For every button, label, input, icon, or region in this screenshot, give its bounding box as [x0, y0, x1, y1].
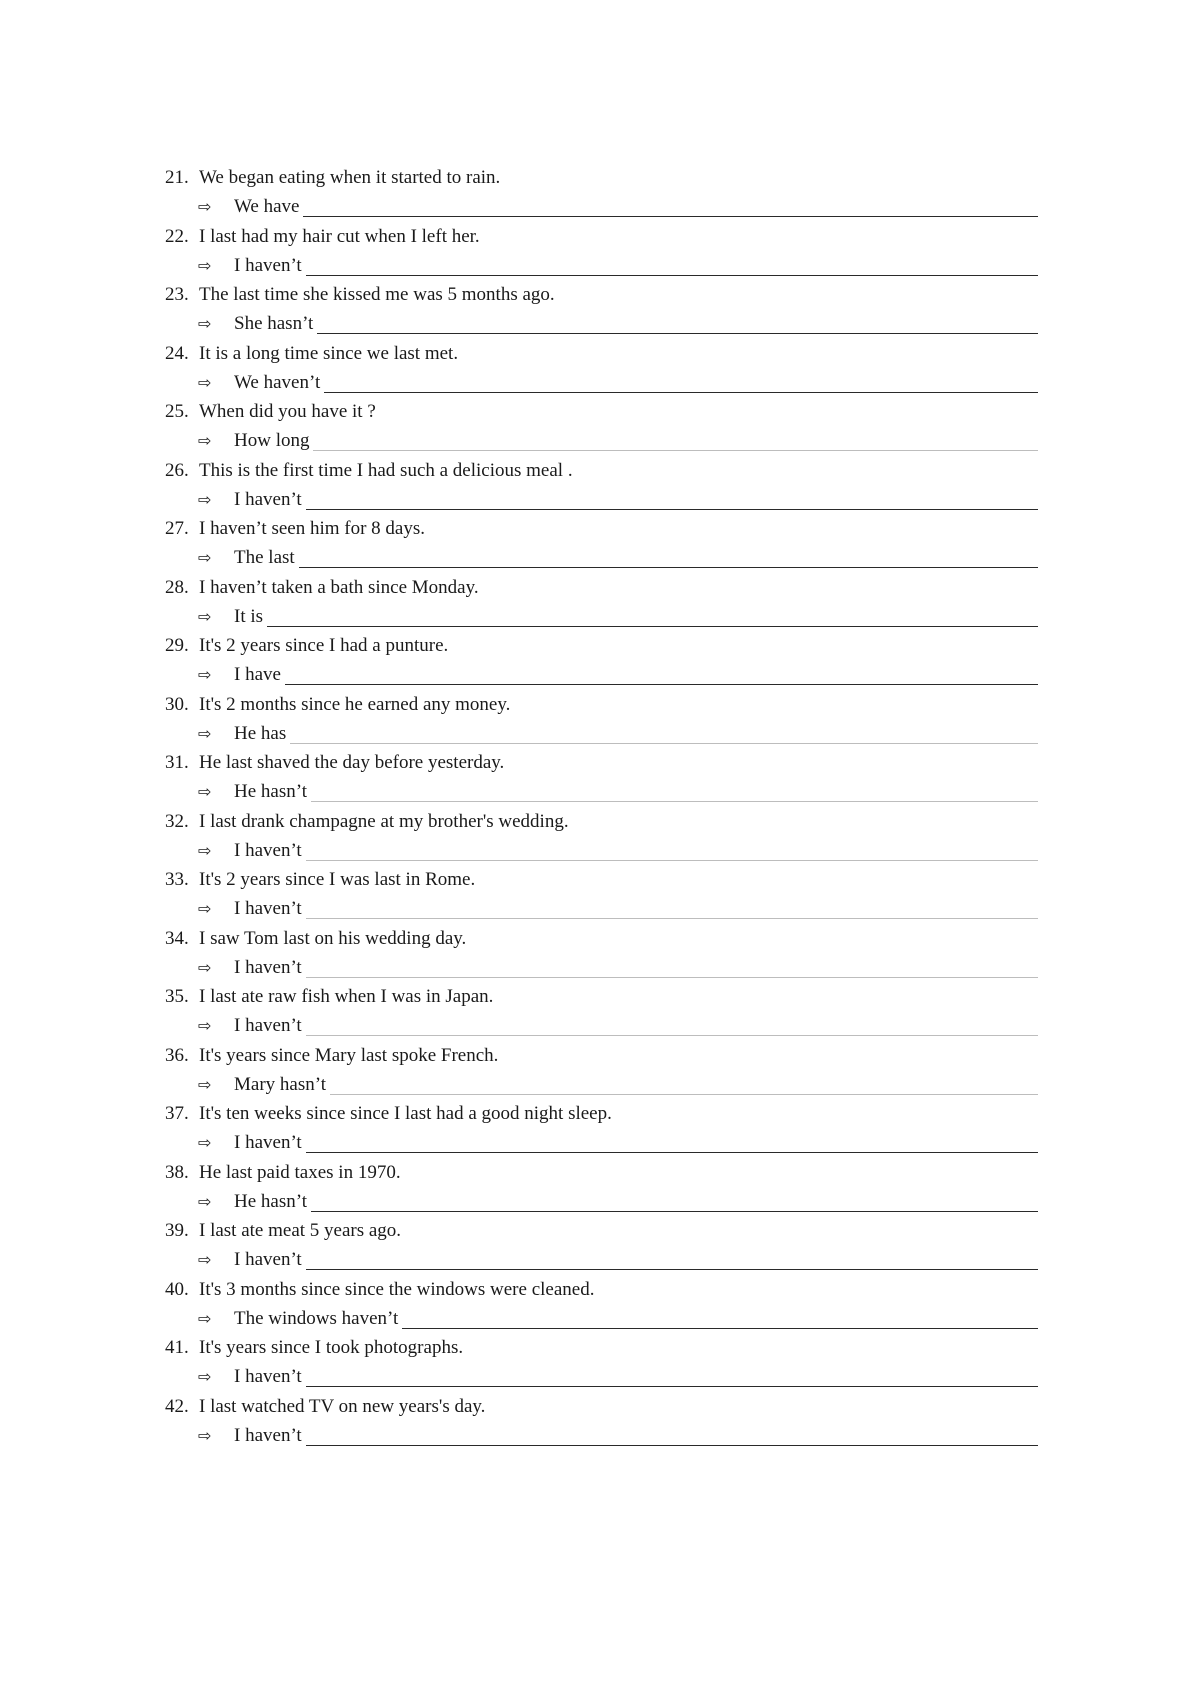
question-text: When did you have it ? — [199, 401, 376, 422]
arrow-icon: ⇨ — [198, 606, 212, 626]
question — [165, 459, 573, 483]
exercise-39 — [165, 1219, 1035, 1278]
question-number: 28. — [165, 576, 189, 598]
exercise-41 — [165, 1336, 1035, 1395]
answer-blank[interactable] — [306, 898, 1038, 919]
question-number: 23. — [165, 284, 189, 305]
answer-blank[interactable] — [303, 196, 1038, 217]
question-number: 37. — [165, 1103, 189, 1124]
exercise-37 — [165, 1102, 1035, 1161]
question-number: 39. — [165, 1220, 189, 1241]
arrow-icon: ⇨ — [198, 1133, 212, 1152]
arrow-icon: ⇨ — [198, 840, 212, 860]
answer-line — [198, 371, 1038, 395]
question — [165, 166, 500, 190]
question-text: We began eating when it started to rain. — [199, 167, 501, 188]
answer-start: I haven’t — [234, 488, 302, 510]
answer-blank[interactable] — [306, 1015, 1038, 1036]
answer-line — [198, 1307, 1038, 1331]
answer-line — [198, 722, 1038, 746]
answer-start: I haven’t — [234, 956, 302, 978]
question — [165, 517, 425, 541]
question-number: 26. — [165, 459, 189, 481]
arrow-icon: ⇨ — [198, 314, 212, 333]
arrow-icon: ⇨ — [198, 1016, 212, 1035]
answer-blank[interactable] — [306, 1249, 1038, 1270]
arrow-icon: ⇨ — [198, 431, 212, 450]
answer-blank[interactable] — [306, 957, 1038, 978]
question-number: 33. — [165, 869, 189, 890]
question — [165, 1044, 498, 1068]
arrow-icon: ⇨ — [198, 255, 212, 275]
answer-line — [198, 663, 1038, 687]
answer-blank[interactable] — [313, 430, 1038, 451]
exercise-40 — [165, 1278, 1035, 1337]
exercise-26 — [165, 459, 1035, 518]
answer-start: Mary hasn’t — [234, 1073, 326, 1095]
answer-start: The windows haven’t — [234, 1307, 399, 1329]
answer-line — [198, 839, 1038, 863]
answer-blank[interactable] — [306, 1132, 1038, 1153]
arrow-icon: ⇨ — [198, 372, 212, 392]
answer-start: He hasn’t — [234, 781, 307, 802]
answer-line — [198, 546, 1038, 570]
exercise-35 — [165, 985, 1035, 1044]
question — [165, 342, 458, 366]
question-number: 24. — [165, 342, 189, 364]
question-number: 32. — [165, 810, 189, 832]
arrow-icon: ⇨ — [198, 723, 212, 743]
answer-line — [198, 488, 1038, 512]
question-number: 30. — [165, 693, 189, 715]
exercise-22 — [165, 225, 1035, 284]
question-text: It's 2 years since I had a punture. — [199, 635, 449, 656]
answer-blank[interactable] — [330, 1074, 1038, 1095]
question — [165, 225, 480, 249]
question — [165, 400, 376, 424]
arrow-icon: ⇨ — [198, 1074, 212, 1094]
question-number: 25. — [165, 401, 189, 422]
question-text: I last watched TV on new years's day. — [199, 1395, 486, 1417]
answer-start: I haven’t — [234, 1015, 302, 1036]
answer-blank[interactable] — [285, 664, 1038, 685]
answer-line — [198, 1073, 1038, 1097]
question-text: I haven’t seen him for 8 days. — [199, 518, 426, 539]
answer-start: I haven’t — [234, 1249, 302, 1270]
answer-start: It is — [234, 605, 264, 627]
question-number: 21. — [165, 167, 189, 188]
question-number: 41. — [165, 1337, 189, 1358]
answer-line — [198, 429, 1038, 453]
answer-blank[interactable] — [311, 781, 1038, 802]
question — [165, 985, 493, 1009]
question — [165, 693, 510, 717]
question — [165, 1395, 485, 1419]
question-text: It's 2 years since I was last in Rome. — [199, 869, 476, 890]
question-text: I haven’t taken a bath since Monday. — [199, 576, 479, 598]
answer-blank[interactable] — [306, 1366, 1038, 1387]
question — [165, 868, 475, 892]
arrow-icon: ⇨ — [198, 1308, 212, 1328]
answer-start: I have — [234, 664, 281, 685]
exercise-38 — [165, 1161, 1035, 1220]
answer-line — [198, 254, 1038, 278]
exercise-32 — [165, 810, 1035, 869]
question — [165, 927, 466, 951]
exercise-34 — [165, 927, 1035, 986]
answer-line — [198, 605, 1038, 629]
answer-start: She hasn’t — [234, 313, 314, 334]
question-text: It's years since I took photographs. — [199, 1337, 464, 1358]
answer-line — [198, 897, 1038, 921]
question-number: 38. — [165, 1161, 189, 1183]
answer-start: He has — [234, 722, 287, 744]
answer-line — [198, 780, 1038, 804]
answer-line — [198, 1424, 1038, 1448]
answer-start: I haven’t — [234, 839, 302, 861]
question — [165, 810, 569, 834]
arrow-icon: ⇨ — [198, 665, 212, 684]
question — [165, 1336, 463, 1360]
answer-blank[interactable] — [317, 313, 1038, 334]
answer-start: The last — [234, 547, 295, 568]
answer-start: I haven’t — [234, 898, 302, 919]
answer-blank[interactable] — [306, 489, 1038, 510]
question-text: He last shaved the day before yesterday. — [199, 752, 505, 773]
exercise-29 — [165, 634, 1035, 693]
question-text: It's ten weeks since since I last had a good night sleep. — [199, 1103, 612, 1124]
arrow-icon: ⇨ — [198, 489, 212, 509]
question — [165, 576, 479, 600]
question-number: 27. — [165, 518, 189, 539]
answer-blank[interactable] — [402, 1308, 1038, 1329]
question-number: 35. — [165, 986, 189, 1007]
question-text: I saw Tom last on his wedding day. — [199, 927, 467, 949]
answer-start: I haven’t — [234, 1132, 302, 1153]
question-text: It's years since Mary last spoke French. — [199, 1044, 499, 1066]
question — [165, 634, 448, 658]
question-text: I last ate meat 5 years ago. — [199, 1220, 402, 1241]
exercise-23 — [165, 283, 1035, 342]
answer-line — [198, 312, 1038, 336]
question-text: This is the first time I had such a delicious meal . — [199, 459, 573, 481]
question-text: I last drank champagne at my brother's wedding. — [199, 810, 569, 832]
question — [165, 1102, 612, 1126]
answer-line — [198, 1190, 1038, 1214]
answer-line — [198, 1365, 1038, 1389]
question-number: 31. — [165, 752, 189, 773]
answer-line — [198, 1014, 1038, 1038]
arrow-icon: ⇨ — [198, 1367, 212, 1386]
arrow-icon: ⇨ — [198, 1425, 212, 1445]
question-text: I last ate raw fish when I was in Japan. — [199, 986, 494, 1007]
question — [165, 1161, 401, 1185]
worksheet — [165, 166, 1035, 1453]
answer-start: He hasn’t — [234, 1190, 307, 1212]
answer-start: How long — [234, 430, 310, 451]
answer-line — [198, 195, 1038, 219]
question — [165, 751, 504, 775]
answer-blank[interactable] — [311, 1191, 1038, 1212]
answer-start: We have — [234, 196, 300, 217]
answer-line — [198, 1131, 1038, 1155]
answer-blank[interactable] — [306, 840, 1038, 861]
exercise-36 — [165, 1044, 1035, 1103]
exercise-30 — [165, 693, 1035, 752]
arrow-icon: ⇨ — [198, 1250, 212, 1269]
answer-start: I haven’t — [234, 1424, 302, 1446]
arrow-icon: ⇨ — [198, 1191, 212, 1211]
question — [165, 1219, 401, 1243]
arrow-icon: ⇨ — [198, 899, 212, 918]
answer-line — [198, 1248, 1038, 1272]
question-text: I last had my hair cut when I left her. — [199, 225, 480, 247]
exercise-42 — [165, 1395, 1035, 1454]
question-text: The last time she kissed me was 5 months ago. — [199, 284, 555, 305]
exercise-21 — [165, 166, 1035, 225]
exercise-27 — [165, 517, 1035, 576]
answer-start: We haven’t — [234, 371, 321, 393]
question-number: 29. — [165, 635, 189, 656]
question-number: 40. — [165, 1278, 189, 1300]
answer-blank[interactable] — [267, 606, 1038, 627]
answer-blank[interactable] — [324, 372, 1038, 393]
answer-blank[interactable] — [306, 255, 1038, 276]
exercise-25 — [165, 400, 1035, 459]
arrow-icon: ⇨ — [198, 957, 212, 977]
question — [165, 283, 555, 307]
question — [165, 1278, 594, 1302]
question-number: 36. — [165, 1044, 189, 1066]
exercise-24 — [165, 342, 1035, 401]
answer-line — [198, 956, 1038, 980]
arrow-icon: ⇨ — [198, 548, 212, 567]
answer-blank[interactable] — [306, 1425, 1038, 1446]
question-number: 42. — [165, 1395, 189, 1417]
exercise-33 — [165, 868, 1035, 927]
answer-start: I haven’t — [234, 1366, 302, 1387]
answer-blank[interactable] — [299, 547, 1038, 568]
arrow-icon: ⇨ — [198, 197, 212, 216]
answer-blank[interactable] — [290, 723, 1038, 744]
exercise-28 — [165, 576, 1035, 635]
question-text: It's 3 months since since the windows were cleaned. — [199, 1278, 595, 1300]
question-text: It's 2 months since he earned any money. — [199, 693, 511, 715]
answer-start: I haven’t — [234, 254, 302, 276]
exercise-31 — [165, 751, 1035, 810]
question-text: It is a long time since we last met. — [199, 342, 459, 364]
question-number: 22. — [165, 225, 189, 247]
question-text: He last paid taxes in 1970. — [199, 1161, 401, 1183]
arrow-icon: ⇨ — [198, 782, 212, 801]
question-number: 34. — [165, 927, 189, 949]
